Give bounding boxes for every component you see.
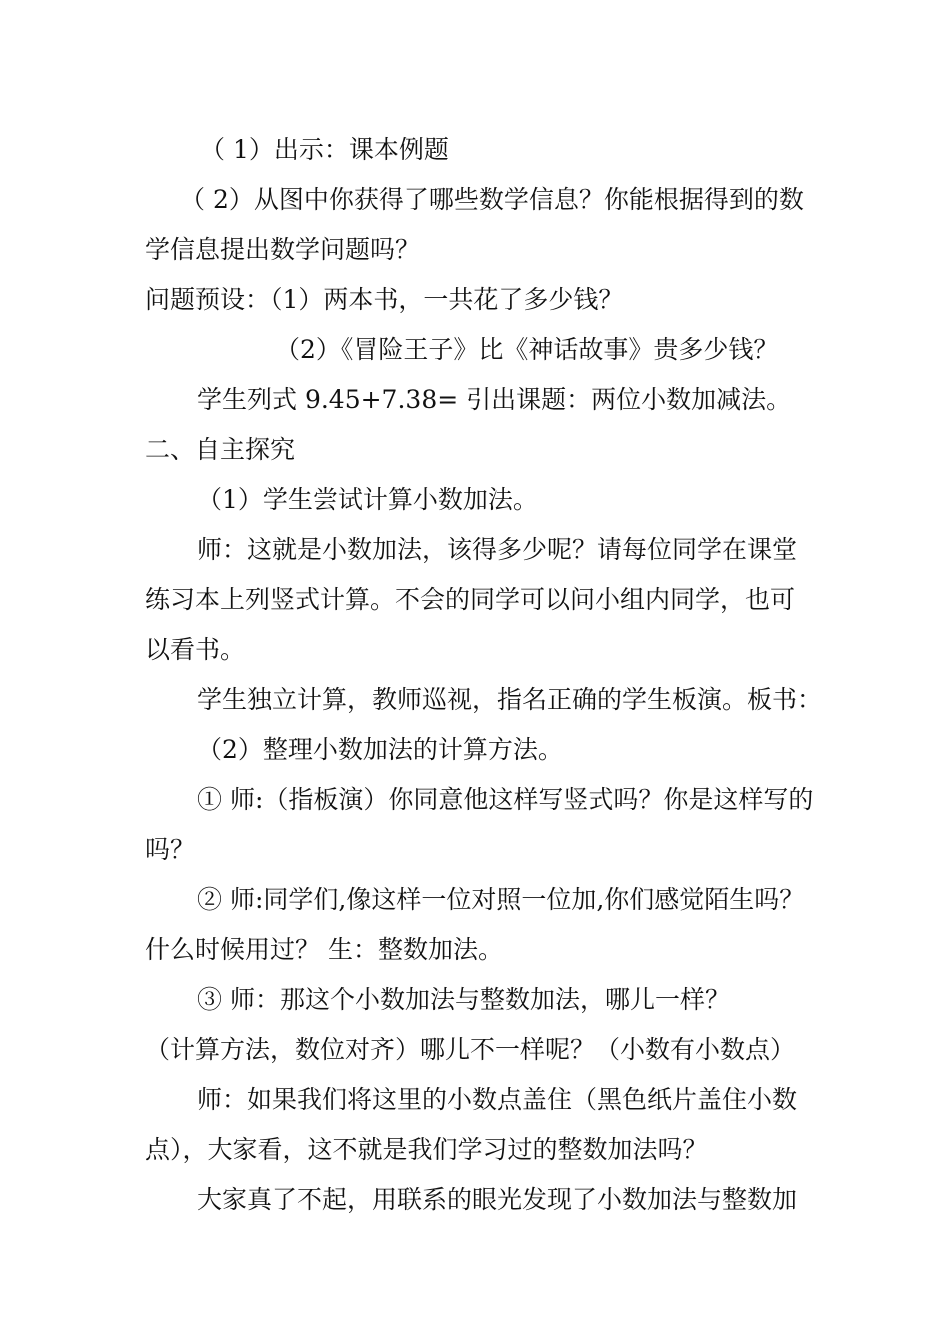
line-20: 师：如果我们将这里的小数点盖住（黑色纸片盖住小数 — [197, 1085, 798, 1114]
line-9: 师：这就是小数加法，该得多少呢？请每位同学在课堂 — [197, 535, 798, 564]
line-4: 问题预设：（1）两本书，一共花了多少钱？ — [145, 285, 624, 314]
line-22: 大家真了不起，用联系的眼光发现了小数加法与整数加 — [197, 1185, 798, 1214]
line-18: ③ 师：那这个小数加法与整数加法，哪儿一样？ — [197, 985, 730, 1014]
line-3: 学信息提出数学问题吗？ — [145, 235, 421, 264]
line-5: （2）《冒险王子》比《神话故事》贵多少钱？ — [275, 335, 779, 364]
line-15: 吗？ — [145, 835, 196, 864]
line-2: （ 2）从图中你获得了哪些数学信息？你能根据得到的数 — [180, 185, 804, 214]
line-10: 练习本上列竖式计算。不会的同学可以问小组内同学，也可 — [145, 585, 796, 614]
line-17: 什么时候用过？ 生：整数加法。 — [145, 935, 503, 964]
line-16: ② 师:同学们,像这样一位对照一位加,你们感觉陌生吗？ — [197, 885, 805, 914]
line-21: 点），大家看，这不就是我们学习过的整数加法吗？ — [145, 1135, 708, 1164]
line-19: （计算方法，数位对齐）哪儿不一样呢？（小数有小数点） — [145, 1035, 796, 1064]
line-6: 学生列式 9.45+7.38= 引出课题：两位小数加减法。 — [197, 385, 792, 414]
line-14: ① 师:（指板演）你同意他这样写竖式吗？你是这样写的 — [197, 785, 814, 814]
line-12: 学生独立计算，教师巡视，指名正确的学生板演。板书： — [197, 685, 823, 714]
line-11: 以看书。 — [145, 635, 246, 664]
line-7: 二、自主探究 — [145, 435, 296, 464]
line-8: （1）学生尝试计算小数加法。 — [197, 485, 538, 514]
line-13: （2）整理小数加法的计算方法。 — [197, 735, 563, 764]
line-1: （ 1）出示：课本例题 — [200, 135, 449, 164]
